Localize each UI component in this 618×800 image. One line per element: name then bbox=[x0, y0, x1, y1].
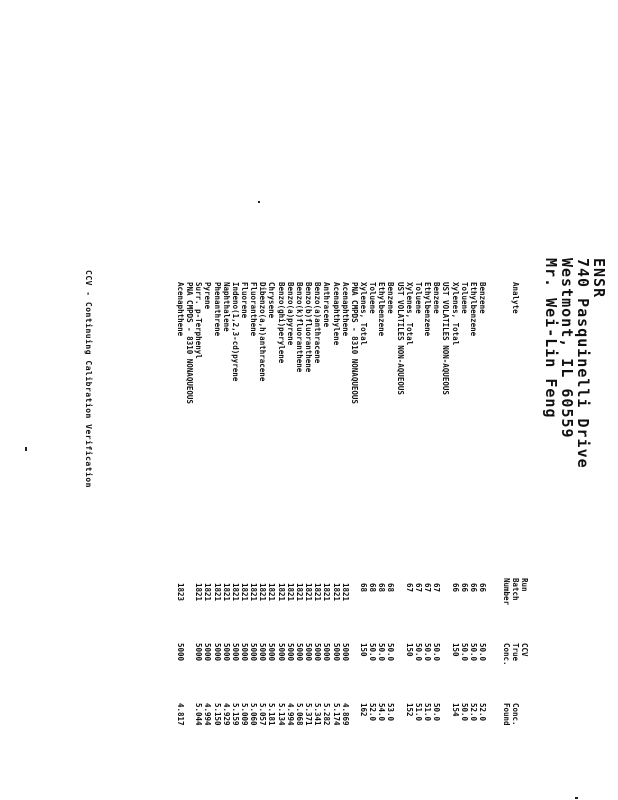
analyte-cell: Xylenes, Total bbox=[359, 282, 369, 346]
table-row bbox=[376, 0, 386, 800]
run-batch-cell: 67 bbox=[413, 583, 423, 593]
true-conc-cell: 5000 bbox=[212, 643, 222, 662]
scan-speck bbox=[25, 447, 27, 451]
analyte-cell: PNA CMPDS - 8310 NONAQUEOUS bbox=[349, 282, 359, 404]
run-batch-cell: 66 bbox=[450, 583, 460, 593]
true-conc-cell: 50.0 bbox=[432, 643, 442, 662]
conc-found-cell: 5.159 bbox=[230, 703, 240, 726]
analyte-cell: Ethylbenzene bbox=[468, 282, 478, 337]
table-row bbox=[386, 0, 396, 800]
conc-found-cell: 51.0 bbox=[413, 703, 423, 722]
conc-found-cell: 5.174 bbox=[331, 703, 341, 726]
table-row bbox=[184, 0, 194, 800]
analyte-cell: Benzo(k)fluoranthene bbox=[295, 282, 304, 373]
analyte-cell: Chrysene bbox=[267, 282, 277, 319]
run-batch-cell: 1821 bbox=[267, 583, 277, 602]
scan-speck bbox=[575, 797, 578, 799]
column-header-conc-found: Conc. Found bbox=[502, 703, 520, 726]
analyte-cell: Benzo(a)anthracene bbox=[313, 282, 323, 364]
conc-found-cell: 5.341 bbox=[313, 703, 323, 726]
true-conc-cell: 5000 bbox=[331, 643, 341, 662]
analyte-cell: Toluene bbox=[459, 282, 469, 314]
true-conc-cell: 50.0 bbox=[423, 643, 433, 662]
conc-found-cell: 4.994 bbox=[285, 703, 295, 726]
table-row bbox=[450, 0, 460, 800]
run-batch-cell: 1821 bbox=[203, 583, 213, 602]
conc-found-cell: 5.150 bbox=[212, 703, 222, 726]
run-batch-cell: 66 bbox=[468, 583, 478, 593]
analyte-cell: Fluorene bbox=[240, 282, 250, 319]
analyte-cell: UST VOLATILES NON-AQUEOUS bbox=[441, 282, 451, 395]
run-batch-cell: 1821 bbox=[285, 583, 295, 602]
column-header-true-conc: CCV True Conc. bbox=[502, 643, 529, 666]
run-batch-cell: 1821 bbox=[322, 583, 332, 602]
table-row bbox=[312, 0, 322, 800]
conc-found-cell: 52.0 bbox=[468, 703, 478, 722]
analyte-cell: Naphthalene bbox=[221, 282, 231, 332]
analyte-cell: Phenanthrene bbox=[212, 282, 222, 337]
conc-found-cell: 54.0 bbox=[377, 703, 387, 722]
column-header-run-batch: Run Batch Number bbox=[502, 578, 529, 606]
analyte-cell: Surr. p-Terphenyl bbox=[194, 282, 204, 359]
true-conc-cell: 50.0 bbox=[377, 643, 387, 662]
true-conc-cell: 5000 bbox=[221, 643, 231, 662]
run-batch-cell: 68 bbox=[386, 583, 396, 593]
conc-found-cell: 53.0 bbox=[386, 703, 396, 722]
analyte-cell: PNA CMPDS - 8310 NONAQUEOUS bbox=[185, 282, 195, 404]
table-row bbox=[303, 0, 313, 800]
table-row bbox=[193, 0, 203, 800]
true-conc-cell: 150 bbox=[359, 643, 369, 657]
true-conc-cell: 5000 bbox=[249, 643, 259, 662]
conc-found-cell: 50.0 bbox=[432, 703, 442, 722]
analyte-cell: Ethylbenzene bbox=[377, 282, 387, 337]
table-row bbox=[267, 0, 277, 800]
conc-found-cell: 5.181 bbox=[267, 703, 277, 726]
true-conc-cell: 5000 bbox=[203, 643, 213, 662]
analyte-cell: Acenaphthene bbox=[176, 282, 186, 337]
true-conc-cell: 50.0 bbox=[459, 643, 469, 662]
run-batch-cell: 1821 bbox=[313, 583, 323, 602]
table-row bbox=[221, 0, 231, 800]
table-row bbox=[431, 0, 441, 800]
analyte-cell: Benzene bbox=[478, 282, 487, 314]
conc-found-cell: 5.044 bbox=[194, 703, 204, 726]
analyte-cell: Ethylbenzene bbox=[423, 282, 433, 337]
true-conc-cell: 5000 bbox=[230, 643, 240, 662]
run-batch-cell: 1821 bbox=[276, 583, 286, 602]
analyte-cell: Acenaphthene bbox=[340, 282, 350, 337]
conc-found-cell: 51.0 bbox=[423, 703, 433, 722]
analyte-cell: Xylenes, Total bbox=[404, 282, 414, 346]
run-batch-cell: 1821 bbox=[240, 583, 250, 602]
run-batch-cell: 1821 bbox=[194, 583, 204, 602]
true-conc-cell: 5000 bbox=[176, 643, 186, 662]
table-row bbox=[294, 0, 304, 800]
table-row bbox=[395, 0, 405, 800]
run-batch-cell: 68 bbox=[368, 583, 378, 593]
table-row bbox=[422, 0, 432, 800]
run-batch-cell: 1821 bbox=[295, 583, 304, 602]
table-row bbox=[257, 0, 267, 800]
run-batch-cell: 1821 bbox=[340, 583, 350, 602]
true-conc-cell: 150 bbox=[450, 643, 460, 657]
true-conc-cell: 5000 bbox=[304, 643, 314, 662]
recipient-name: Mr. Wei-Lin Feng bbox=[542, 258, 560, 419]
analyte-cell: Xylenes, Total bbox=[450, 282, 460, 346]
table-row bbox=[239, 0, 249, 800]
true-conc-cell: 150 bbox=[404, 643, 414, 657]
lab-street-address: 740 Pasquinelli Drive bbox=[574, 258, 592, 469]
conc-found-cell: 5.134 bbox=[276, 703, 286, 726]
run-batch-cell: 1821 bbox=[258, 583, 268, 602]
analyte-cell: Benzene bbox=[386, 282, 396, 314]
conc-found-cell: 50.0 bbox=[459, 703, 469, 722]
lab-city-address: Westmont, IL 60559 bbox=[558, 258, 576, 439]
analyte-cell: Acenaphthylene bbox=[331, 282, 341, 346]
run-batch-cell: 1821 bbox=[331, 583, 341, 602]
table-row bbox=[175, 0, 185, 800]
table-row bbox=[440, 0, 450, 800]
conc-found-cell: 4.817 bbox=[176, 703, 186, 726]
column-header-analyte: Analyte bbox=[511, 282, 520, 314]
table-row bbox=[285, 0, 295, 800]
table-row bbox=[468, 0, 478, 800]
table-row bbox=[203, 0, 213, 800]
scan-speck bbox=[258, 201, 260, 203]
conc-found-cell: 5.282 bbox=[322, 703, 332, 726]
analyte-cell: Benzo(b)fluoranthene bbox=[304, 282, 314, 373]
true-conc-cell: 5000 bbox=[322, 643, 332, 662]
table-row bbox=[321, 0, 331, 800]
run-batch-cell: 67 bbox=[404, 583, 414, 593]
conc-found-cell: 4.869 bbox=[340, 703, 350, 726]
conc-found-cell: 52.0 bbox=[368, 703, 378, 722]
table-row bbox=[349, 0, 359, 800]
true-conc-cell: 5000 bbox=[267, 643, 277, 662]
table-row bbox=[212, 0, 222, 800]
table-row bbox=[331, 0, 341, 800]
analyte-cell: Benzo(ghi)perylene bbox=[276, 282, 286, 364]
conc-found-cell: 152 bbox=[404, 703, 414, 717]
true-conc-cell: 50.0 bbox=[368, 643, 378, 662]
analyte-cell: Indeno(1,2,3-cd)pyrene bbox=[230, 282, 240, 382]
true-conc-cell: 5000 bbox=[258, 643, 268, 662]
true-conc-cell: 50.0 bbox=[413, 643, 423, 662]
run-batch-cell: 1821 bbox=[249, 583, 259, 602]
conc-found-cell: 4.929 bbox=[221, 703, 231, 726]
conc-found-cell: 5.060 bbox=[249, 703, 259, 726]
run-batch-cell: 67 bbox=[423, 583, 433, 593]
run-batch-cell: 68 bbox=[377, 583, 387, 593]
conc-found-cell: 5.057 bbox=[258, 703, 268, 726]
conc-found-cell: 154 bbox=[450, 703, 460, 717]
conc-found-cell: 52.0 bbox=[478, 703, 487, 722]
analyte-cell: UST VOLATILES NON-AQUEOUS bbox=[395, 282, 405, 395]
true-conc-cell: 50.0 bbox=[386, 643, 396, 662]
true-conc-cell: 5000 bbox=[240, 643, 250, 662]
table-row bbox=[404, 0, 414, 800]
table-row bbox=[230, 0, 240, 800]
table-row bbox=[276, 0, 286, 800]
analyte-cell: Benzene bbox=[432, 282, 442, 314]
conc-found-cell: 5.009 bbox=[240, 703, 250, 726]
true-conc-cell: 50.0 bbox=[478, 643, 487, 662]
run-batch-cell: 1821 bbox=[304, 583, 314, 602]
true-conc-cell: 5000 bbox=[340, 643, 350, 662]
footer-note: CCV - Continuing Calibration Verification bbox=[84, 270, 93, 488]
true-conc-cell: 5000 bbox=[295, 643, 304, 662]
conc-found-cell: 4.994 bbox=[203, 703, 213, 726]
conc-found-cell: 162 bbox=[359, 703, 369, 717]
table-row bbox=[413, 0, 423, 800]
table-row bbox=[340, 0, 350, 800]
table-row bbox=[358, 0, 368, 800]
run-batch-cell: 1821 bbox=[230, 583, 240, 602]
analyte-cell: Pyrene bbox=[203, 282, 213, 310]
analyte-cell: Toluene bbox=[368, 282, 378, 314]
conc-found-cell: 5.068 bbox=[295, 703, 304, 726]
run-batch-cell: 1823 bbox=[176, 583, 186, 602]
true-conc-cell: 5000 bbox=[194, 643, 204, 662]
true-conc-cell: 5000 bbox=[285, 643, 295, 662]
analyte-cell: Toluene bbox=[413, 282, 423, 314]
analyte-cell: Dibenzo(a,h)anthracene bbox=[258, 282, 268, 382]
table-row bbox=[367, 0, 377, 800]
table-row bbox=[477, 0, 487, 800]
run-batch-cell: 1821 bbox=[221, 583, 231, 602]
conc-found-cell: 5.371 bbox=[304, 703, 314, 726]
analyte-cell: Fluoranthene bbox=[249, 282, 259, 337]
table-row bbox=[459, 0, 469, 800]
true-conc-cell: 50.0 bbox=[468, 643, 478, 662]
run-batch-cell: 1821 bbox=[212, 583, 222, 602]
run-batch-cell: 67 bbox=[432, 583, 442, 593]
true-conc-cell: 5000 bbox=[276, 643, 286, 662]
table-row bbox=[248, 0, 258, 800]
run-batch-cell: 68 bbox=[359, 583, 369, 593]
analyte-cell: Benzo(a)pyrene bbox=[285, 282, 295, 346]
lab-name: ENSR bbox=[590, 258, 608, 299]
run-batch-cell: 66 bbox=[478, 583, 487, 593]
true-conc-cell: 5000 bbox=[313, 643, 323, 662]
analyte-cell: Anthracene bbox=[322, 282, 332, 328]
run-batch-cell: 66 bbox=[459, 583, 469, 593]
